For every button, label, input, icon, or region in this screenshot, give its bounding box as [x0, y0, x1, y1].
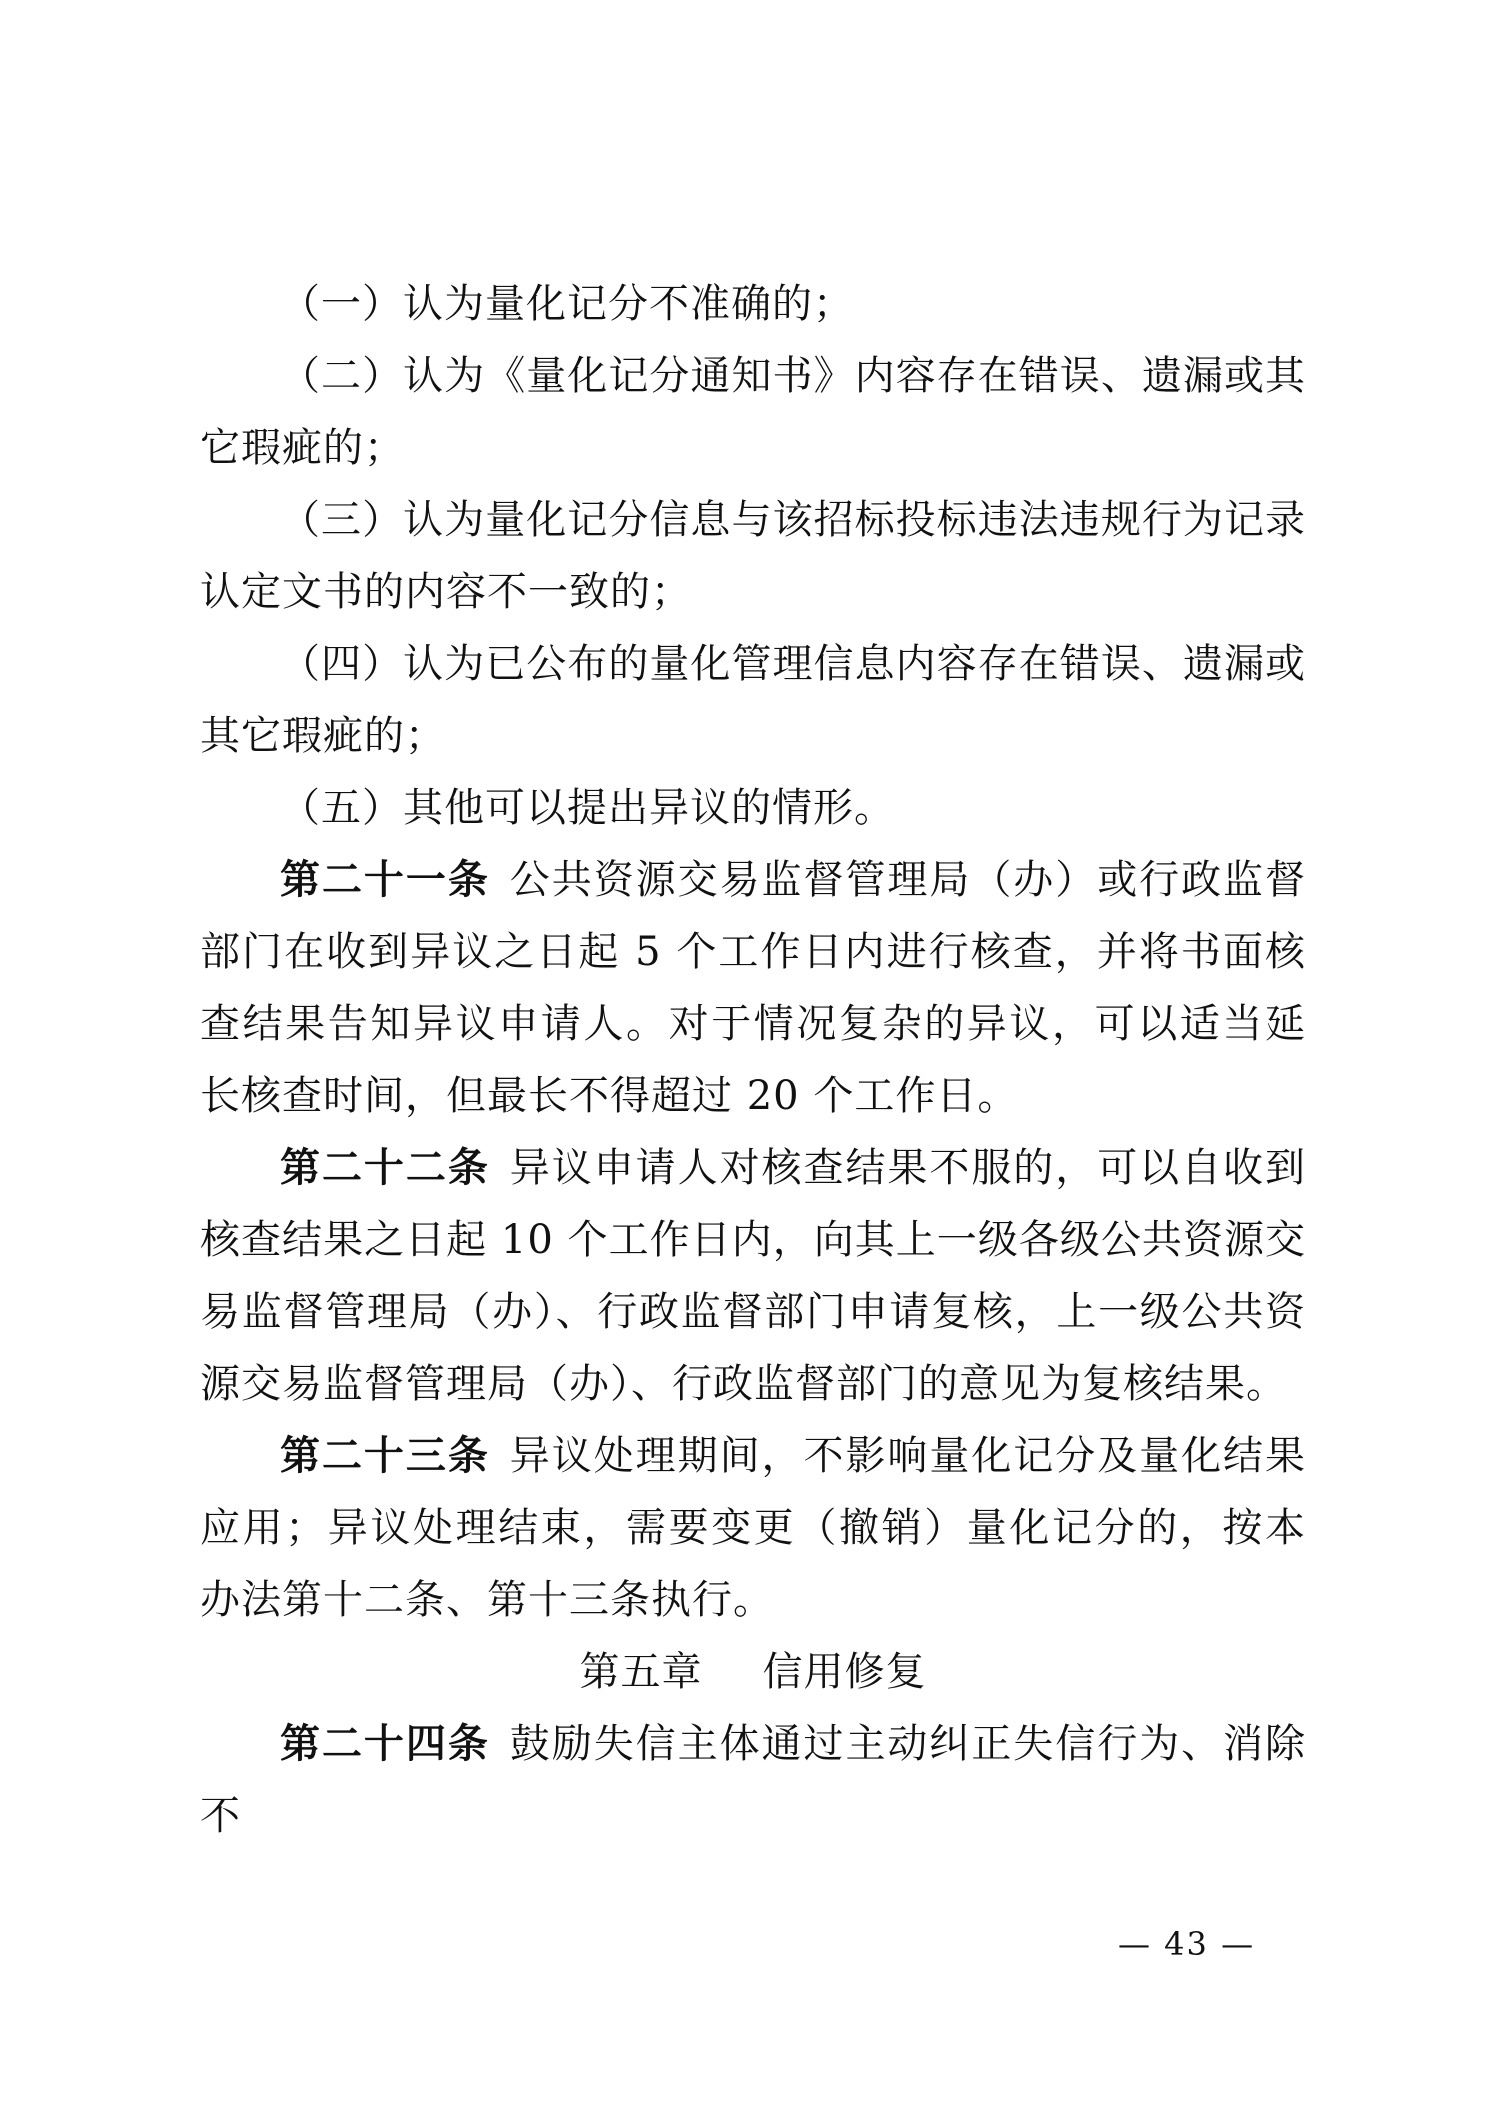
- article-text: 异议申请人对核查结果不服的，可以自收到核查结果之日起 10 个工作日内，向其上一级各级公共资源交易监督管理局（办）、行政监督部门申请复核，上一级公共资源交易监督管理局（办）、行政监督部门的意见为复核结果。: [200, 1145, 1307, 1407]
- article-text: 公共资源交易监督管理局（办）或行政监督部门在收到异议之日起 5 个工作日内进行核查，并将书面核查结果告知异议申请人。对于情况复杂的异议，可以适当延长核查时间，但最长不得超过 20 个工作日。: [200, 857, 1307, 1119]
- clause-item-text: （三）认为量化记分信息与该招标投标违法违规行为记录认定文书的内容不一致的；: [200, 497, 1306, 615]
- clause-item-2: [200, 340, 1306, 484]
- chapter-number: 第五章: [579, 1649, 703, 1695]
- article-text: 异议处理期间，不影响量化记分及量化结果应用；异议处理结束，需要变更（撤销）量化记分的，按本办法第十二条、第十三条执行。: [200, 1433, 1307, 1623]
- article-22: [200, 1132, 1306, 1420]
- body-text: [200, 268, 1306, 1852]
- article-heading: 第二十二条: [280, 1145, 490, 1191]
- chapter-name: 信用修复: [762, 1649, 927, 1695]
- clause-item-text: （五）其他可以提出异议的情形。: [280, 785, 895, 831]
- chapter-title: [200, 1636, 1306, 1708]
- clause-item-text: （四）认为已公布的量化管理信息内容存在错误、遗漏或其它瑕疵的；: [200, 641, 1306, 759]
- clause-item-5: [200, 772, 1306, 844]
- article-23: [200, 1420, 1306, 1636]
- article-heading: 第二十一条: [280, 857, 490, 903]
- clause-item-1: [200, 268, 1306, 340]
- article-text: 鼓励失信主体通过主动纠正失信行为、消除不: [200, 1721, 1307, 1839]
- article-heading: 第二十三条: [280, 1433, 490, 1479]
- clause-item-text: （一）认为量化记分不准确的；: [280, 281, 854, 327]
- clause-item-3: [200, 484, 1306, 628]
- article-heading: 第二十四条: [280, 1721, 490, 1767]
- article-21: [200, 844, 1306, 1132]
- article-24: [200, 1708, 1306, 1852]
- clause-item-text: （二）认为《量化记分通知书》内容存在错误、遗漏或其它瑕疵的；: [200, 353, 1306, 471]
- page-number: — 43 —: [1118, 1925, 1256, 1963]
- clause-item-4: [200, 628, 1306, 772]
